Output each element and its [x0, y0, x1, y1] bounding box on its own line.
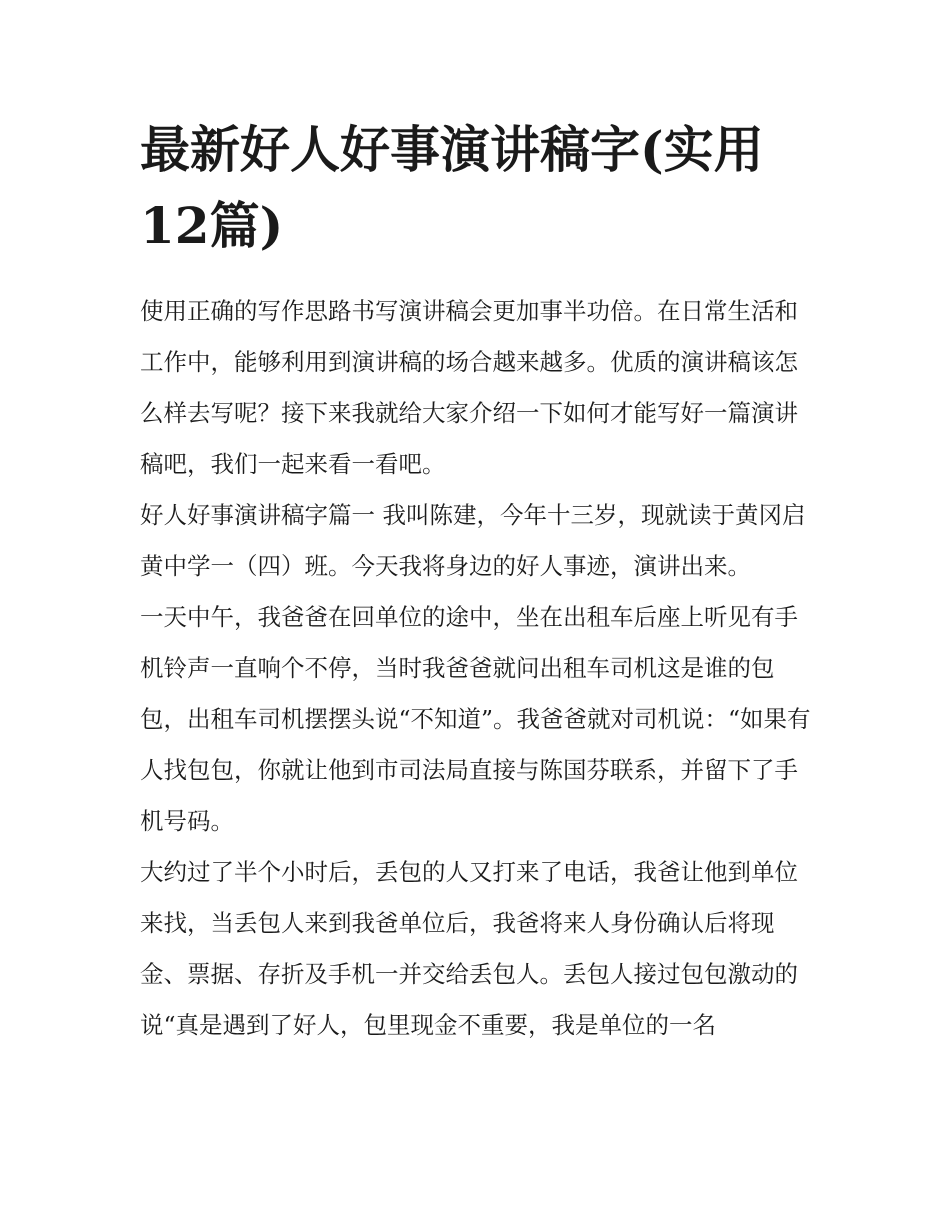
paragraph-speech-intro: 好人好事演讲稿字篇一 我叫陈建，今年十三岁，现就读于黄冈启黄中学一（四）班。今天我将身边的好人事迹，演讲出来。 — [140, 501, 806, 580]
document-body — [140, 286, 820, 1051]
paragraph-intro: 使用正确的写作思路书写演讲稿会更加事半功倍。在日常生活和工作中，能够利用到演讲稿的场合越来越多。优质的演讲稿该怎么样去写呢？接下来我就给大家介绍一下如何才能写好一篇演讲稿吧，我们一起来看一看吧。 — [140, 297, 798, 478]
document-page — [140, 112, 820, 1051]
paragraph-story-start: 一天中午，我爸爸在回单位的途中，坐在出租车后座上听见有手机铃声一直响个不停，当时我爸爸就问出租车司机这是谁的包包，出租车司机摆摆头说“不知道”。我爸爸就对司机说：“如果有人找包包，你就让他到市司法局直接与陈国芬联系，并留下了手机号码。 — [140, 603, 811, 835]
paragraph-story-return: 大约过了半个小时后，丢包的人又打来了电话，我爸让他到单位来找，当丢包人来到我爸单位后，我爸将来人身份确认后将现金、票据、存折及手机一并交给丢包人。丢包人接过包包激动的说“真是遇到了好人，包里现金不重要，我是单位的一名 — [140, 858, 798, 1039]
document-title: 最新好人好事演讲稿字(实用12篇) — [140, 120, 764, 255]
